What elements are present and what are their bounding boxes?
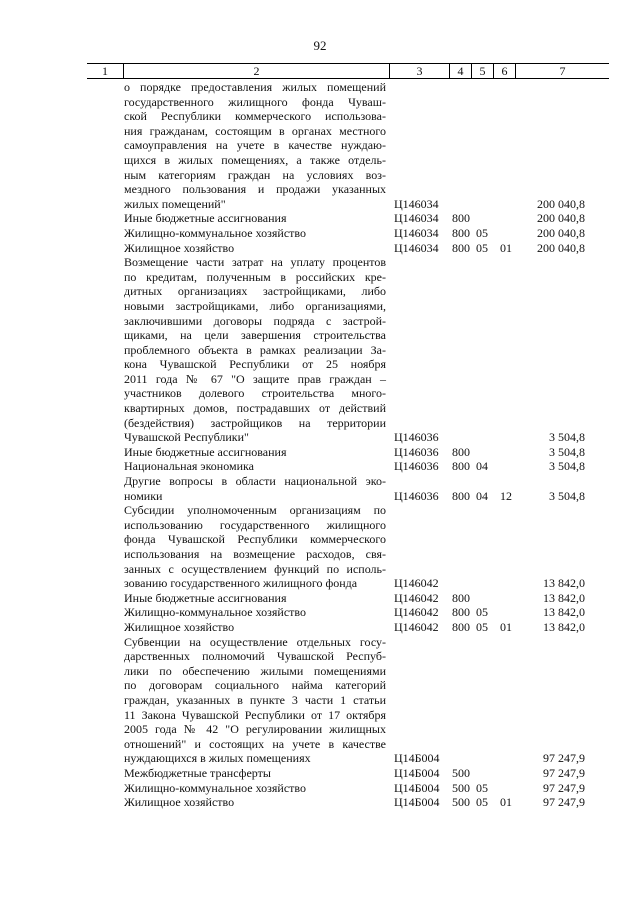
row-amount: 200 040,8 bbox=[537, 211, 585, 226]
table-row bbox=[0, 430, 640, 445]
row-name: Другие вопросы в области национальной эко- bbox=[124, 474, 386, 489]
row-code: Ц146034 bbox=[394, 240, 439, 255]
table-row bbox=[0, 795, 640, 810]
row-name: Субсидии уполномоченным организациям по bbox=[124, 503, 386, 518]
row-expense-type: 800 bbox=[452, 605, 470, 620]
row-code: Ц146034 bbox=[394, 211, 439, 226]
table-row bbox=[0, 197, 640, 212]
row-expense-type: 800 bbox=[452, 211, 470, 226]
row-amount: 3 504,8 bbox=[549, 430, 585, 445]
row-name: занных с осуществлением функций по исполь- bbox=[124, 561, 386, 576]
row-name: о порядке предоставления жилых помещений bbox=[124, 80, 386, 94]
table-row bbox=[0, 372, 640, 387]
table-row bbox=[0, 241, 640, 256]
row-name: фонда Чувашской Республики коммерческого bbox=[124, 532, 386, 547]
header-col-3: 3 bbox=[389, 64, 449, 78]
row-name: Жилищное хозяйство bbox=[124, 240, 235, 255]
row-subsection: 01 bbox=[500, 795, 512, 810]
row-name: по кредитам, полученным в российских кре- bbox=[124, 269, 386, 284]
table-row bbox=[0, 153, 640, 168]
table-row bbox=[0, 722, 640, 737]
table-row bbox=[0, 182, 640, 197]
table-row bbox=[0, 635, 640, 650]
table-row bbox=[0, 386, 640, 401]
row-name: номики bbox=[124, 488, 163, 503]
row-section: 05 bbox=[476, 225, 488, 240]
row-name: Иные бюджетные ассигнования bbox=[124, 211, 287, 226]
row-expense-type: 800 bbox=[452, 444, 470, 459]
table-row bbox=[0, 124, 640, 139]
row-name: использования на возмещение расходов, свя- bbox=[124, 547, 386, 561]
row-name: самоуправления на учете в качестве нуждаю- bbox=[124, 138, 386, 153]
table-row bbox=[0, 751, 640, 766]
row-amount: 200 040,8 bbox=[537, 225, 585, 240]
table-row bbox=[0, 664, 640, 679]
row-code: Ц146034 bbox=[394, 225, 439, 240]
row-name: ской Республики коммерческого использова- bbox=[124, 109, 386, 124]
row-expense-type: 800 bbox=[452, 488, 470, 503]
table-row bbox=[0, 445, 640, 460]
row-subsection: 01 bbox=[500, 240, 512, 255]
row-name: Жилищное хозяйство bbox=[124, 619, 235, 634]
table-row bbox=[0, 459, 640, 474]
row-amount: 200 040,8 bbox=[537, 196, 585, 211]
table-row bbox=[0, 503, 640, 518]
table-row bbox=[0, 357, 640, 372]
row-code: Ц146034 bbox=[394, 196, 439, 211]
table-header bbox=[87, 63, 609, 79]
row-name: новыми застройщиками, либо организациями, bbox=[124, 298, 386, 313]
table-row bbox=[0, 649, 640, 664]
row-name: Национальная экономика bbox=[124, 459, 254, 474]
table-row bbox=[0, 620, 640, 635]
row-expense-type: 800 bbox=[452, 225, 470, 240]
row-name: использованию государственного жилищного bbox=[124, 517, 386, 532]
row-name: проблемного объекта в рамках реализации За- bbox=[124, 342, 386, 357]
table-row bbox=[0, 693, 640, 708]
table-row bbox=[0, 591, 640, 606]
row-code: Ц14Б004 bbox=[394, 780, 440, 795]
row-code: Ц14Б004 bbox=[394, 795, 440, 810]
table-row bbox=[0, 737, 640, 752]
row-expense-type: 800 bbox=[452, 619, 470, 634]
row-amount: 3 504,8 bbox=[549, 488, 585, 503]
row-section: 04 bbox=[476, 459, 488, 474]
row-amount: 97 247,9 bbox=[543, 765, 585, 780]
table-row bbox=[0, 518, 640, 533]
row-name: мездного пользования и продажи указанных bbox=[124, 182, 386, 197]
row-expense-type: 800 bbox=[452, 240, 470, 255]
row-expense-type: 500 bbox=[452, 780, 470, 795]
row-name: Субвенции на осуществление отдельных госу- bbox=[124, 634, 386, 649]
row-amount: 97 247,9 bbox=[543, 795, 585, 810]
row-name: ным категориям граждан на условиях воз- bbox=[124, 167, 386, 182]
table-row bbox=[0, 270, 640, 285]
table-row bbox=[0, 328, 640, 343]
row-code: Ц146036 bbox=[394, 488, 439, 503]
row-name: участников долевого строительства много- bbox=[124, 386, 386, 401]
header-col-4: 4 bbox=[449, 64, 471, 78]
row-expense-type: 800 bbox=[452, 590, 470, 605]
row-amount: 97 247,9 bbox=[543, 751, 585, 766]
row-amount: 13 842,0 bbox=[543, 619, 585, 634]
table-row bbox=[0, 678, 640, 693]
row-amount: 200 040,8 bbox=[537, 240, 585, 255]
row-section: 04 bbox=[476, 488, 488, 503]
row-name: Иные бюджетные ассигнования bbox=[124, 444, 287, 459]
table-row bbox=[0, 474, 640, 489]
table-row bbox=[0, 781, 640, 796]
row-name: Жилищное хозяйство bbox=[124, 795, 235, 810]
row-name: граждан, указанных в пункте 3 части 1 статьи bbox=[124, 692, 386, 707]
row-name: ния гражданам, состоящим в органах местного bbox=[124, 123, 386, 138]
row-expense-type: 500 bbox=[452, 795, 470, 810]
row-name: Жилищно-коммунальное хозяйство bbox=[124, 605, 307, 620]
row-code: Ц146042 bbox=[394, 619, 439, 634]
row-code: Ц146036 bbox=[394, 459, 439, 474]
header-col-7: 7 bbox=[515, 64, 609, 78]
table-row bbox=[0, 80, 640, 95]
header-col-6: 6 bbox=[493, 64, 515, 78]
row-section: 05 bbox=[476, 619, 488, 634]
row-expense-type: 800 bbox=[452, 459, 470, 474]
row-name: (бездействия) застройщиков на территории bbox=[124, 415, 386, 430]
row-code: Ц146042 bbox=[394, 605, 439, 620]
header-col-5: 5 bbox=[471, 64, 493, 78]
row-name: щихся в жилых помещениях, а также отдель- bbox=[124, 152, 386, 167]
table-row bbox=[0, 489, 640, 504]
row-code: Ц146042 bbox=[394, 576, 439, 591]
row-section: 05 bbox=[476, 780, 488, 795]
row-amount: 3 504,8 bbox=[549, 444, 585, 459]
row-expense-type: 500 bbox=[452, 765, 470, 780]
row-name: Иные бюджетные ассигнования bbox=[124, 590, 287, 605]
row-name: зованию государственного жилищного фонда bbox=[124, 576, 358, 591]
row-name: 2011 года № 67 "О защите прав граждан – bbox=[124, 371, 386, 386]
row-amount: 13 842,0 bbox=[543, 576, 585, 591]
row-name: отношений" и состоящих на учете в качестве bbox=[124, 736, 386, 751]
row-name: лики по обеспечению жилыми помещениями bbox=[124, 663, 386, 678]
row-code: Ц146036 bbox=[394, 430, 439, 445]
row-code: Ц14Б004 bbox=[394, 751, 440, 766]
table-row bbox=[0, 532, 640, 547]
row-name: Жилищно-коммунальное хозяйство bbox=[124, 780, 307, 795]
table-row bbox=[0, 226, 640, 241]
row-name: дитных организациях застройщиками, либо bbox=[124, 284, 386, 299]
row-name: квартирных домов, пострадавших от действий bbox=[124, 401, 386, 416]
table-row bbox=[0, 343, 640, 358]
row-name: заключившими договоры подряда с застрой- bbox=[124, 313, 386, 328]
table-row bbox=[0, 766, 640, 781]
table-row bbox=[0, 138, 640, 153]
row-name: кона Чувашской Республики от 25 ноября bbox=[124, 357, 386, 372]
row-section: 05 bbox=[476, 605, 488, 620]
row-amount: 13 842,0 bbox=[543, 605, 585, 620]
table-row bbox=[0, 211, 640, 226]
table-row bbox=[0, 109, 640, 124]
header-col-2: 2 bbox=[123, 64, 389, 78]
table-row bbox=[0, 562, 640, 577]
row-code: Ц146036 bbox=[394, 444, 439, 459]
row-subsection: 12 bbox=[500, 488, 512, 503]
table-row bbox=[0, 299, 640, 314]
table-row bbox=[0, 95, 640, 110]
row-section: 05 bbox=[476, 240, 488, 255]
row-amount: 13 842,0 bbox=[543, 590, 585, 605]
row-name: жилых помещений" bbox=[124, 196, 226, 211]
table-row bbox=[0, 708, 640, 723]
row-name: 11 Закона Чувашской Республики от 17 октября bbox=[124, 707, 386, 722]
table-row bbox=[0, 401, 640, 416]
row-name: дарственных полномочий Чувашской Респуб- bbox=[124, 649, 386, 664]
row-name: 2005 года № 42 "О регулировании жилищных bbox=[124, 722, 386, 737]
table-row bbox=[0, 284, 640, 299]
row-subsection: 01 bbox=[500, 619, 512, 634]
header-col-1: 1 bbox=[102, 64, 108, 78]
row-name: нуждающихся в жилых помещениях bbox=[124, 751, 311, 766]
row-code: Ц146042 bbox=[394, 590, 439, 605]
row-code: Ц14Б004 bbox=[394, 765, 440, 780]
row-name: Чувашской Республики" bbox=[124, 430, 249, 445]
row-name: Возмещение части затрат на уплату процентов bbox=[124, 255, 386, 270]
row-name: по договорам социального найма категорий bbox=[124, 678, 386, 693]
row-name: Межбюджетные трансферты bbox=[124, 765, 271, 780]
table-body bbox=[0, 80, 640, 810]
row-section: 05 bbox=[476, 795, 488, 810]
row-name: государственного жилищного фонда Чуваш- bbox=[124, 94, 386, 109]
table-row bbox=[0, 416, 640, 431]
table-row bbox=[0, 605, 640, 620]
table-row bbox=[0, 255, 640, 270]
table-row bbox=[0, 576, 640, 591]
row-amount: 3 504,8 bbox=[549, 459, 585, 474]
table-row bbox=[0, 547, 640, 562]
row-amount: 97 247,9 bbox=[543, 780, 585, 795]
table-row bbox=[0, 168, 640, 183]
table-row bbox=[0, 314, 640, 329]
row-name: щиками, на цели завершения строительства bbox=[124, 328, 386, 343]
page-number: 92 bbox=[313, 38, 327, 53]
row-name: Жилищно-коммунальное хозяйство bbox=[124, 225, 307, 240]
